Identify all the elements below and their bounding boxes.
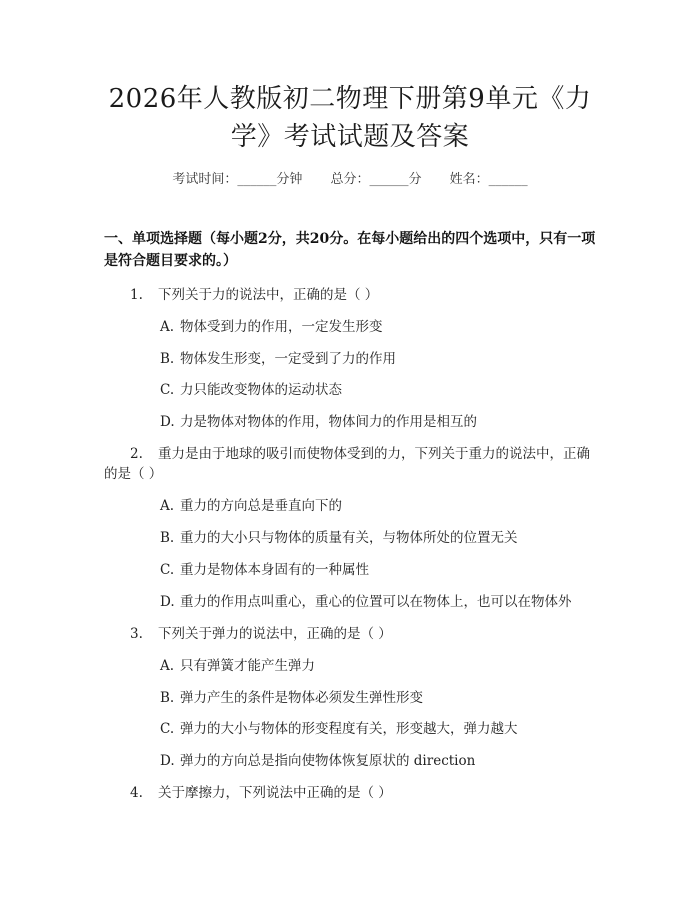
exam-time-field: 考试时间：______分钟 — [172, 172, 303, 187]
section-heading-line1: 一、单项选择题（每小题2分，共20分。在每小题给出的四个选项中，只有一项 — [104, 231, 596, 247]
option-1c — [160, 378, 342, 398]
question-number: 4. — [130, 785, 143, 801]
option-2b — [160, 526, 518, 546]
option-3d — [160, 749, 475, 769]
option-text: 只有弹簧才能产生弹力 — [180, 658, 315, 674]
option-text: 重力的大小只与物体的质量有关，与物体所处的位置无关 — [180, 530, 518, 546]
option-1b — [160, 347, 396, 367]
question-text: 下列关于力的说法中，正确的是（ ） — [158, 287, 379, 303]
option-text: 重力是物体本身固有的一种属性 — [180, 562, 369, 578]
question-text: 重力是由于地球的吸引而使物体受到的力，下列关于重力的说法中，正确 — [158, 446, 590, 462]
question-text: 关于摩擦力，下列说法中正确的是（ ） — [158, 785, 392, 801]
option-2c — [160, 558, 369, 578]
question-2-line2: 的是（ ） — [104, 466, 163, 482]
option-letter: A. — [160, 498, 175, 514]
option-letter: B. — [160, 690, 175, 706]
question-2-line1 — [130, 442, 590, 462]
student-name-field: 姓名：______ — [449, 172, 528, 187]
option-text: 力只能改变物体的运动状态 — [180, 382, 342, 398]
exam-info — [0, 168, 700, 187]
option-letter: C. — [160, 721, 175, 737]
document-title-line2: 学》考试试题及答案 — [230, 122, 470, 152]
question-number: 3. — [130, 626, 143, 642]
question-number: 1. — [130, 287, 143, 303]
total-score-field: 总分：______分 — [330, 172, 422, 187]
option-letter: C. — [160, 562, 175, 578]
question-text: 下列关于弹力的说法中，正确的是（ ） — [158, 626, 392, 642]
question-number: 2. — [130, 446, 143, 462]
option-text: 弹力的大小与物体的形变程度有关，形变越大，弹力越大 — [180, 721, 518, 737]
option-letter: D. — [160, 414, 175, 430]
option-2a — [160, 494, 342, 514]
option-letter: C. — [160, 382, 175, 398]
section-heading-line2: 是符合题目要求的。） — [104, 253, 237, 269]
option-text: 重力的作用点叫重心，重心的位置可以在物体上，也可以在物体外 — [180, 594, 572, 610]
option-text: 力是物体对物体的作用，物体间力的作用是相互的 — [180, 414, 477, 430]
option-text: 重力的方向总是垂直向下的 — [180, 498, 342, 514]
option-text: 弹力的方向总是指向使物体恢复原状的 direction — [180, 753, 476, 769]
option-3c — [160, 717, 518, 737]
option-text: 物体受到力的作用，一定发生形变 — [180, 319, 383, 335]
option-letter: B. — [160, 351, 175, 367]
option-letter: B. — [160, 530, 175, 546]
option-3b — [160, 686, 423, 706]
option-1d — [160, 410, 477, 430]
option-1a — [160, 315, 383, 335]
question-3 — [130, 622, 392, 642]
question-4 — [130, 781, 392, 801]
option-text: 物体发生形变，一定受到了力的作用 — [180, 351, 396, 367]
option-text: 弹力产生的条件是物体必须发生弹性形变 — [180, 690, 423, 706]
option-letter: D. — [160, 594, 175, 610]
option-letter: A. — [160, 658, 175, 674]
question-1 — [130, 283, 378, 303]
document-title-line1: 2026年人教版初二物理下册第9单元《力 — [108, 84, 592, 114]
option-letter: A. — [160, 319, 175, 335]
option-letter: D. — [160, 753, 175, 769]
option-3a — [160, 654, 315, 674]
option-2d — [160, 590, 572, 610]
